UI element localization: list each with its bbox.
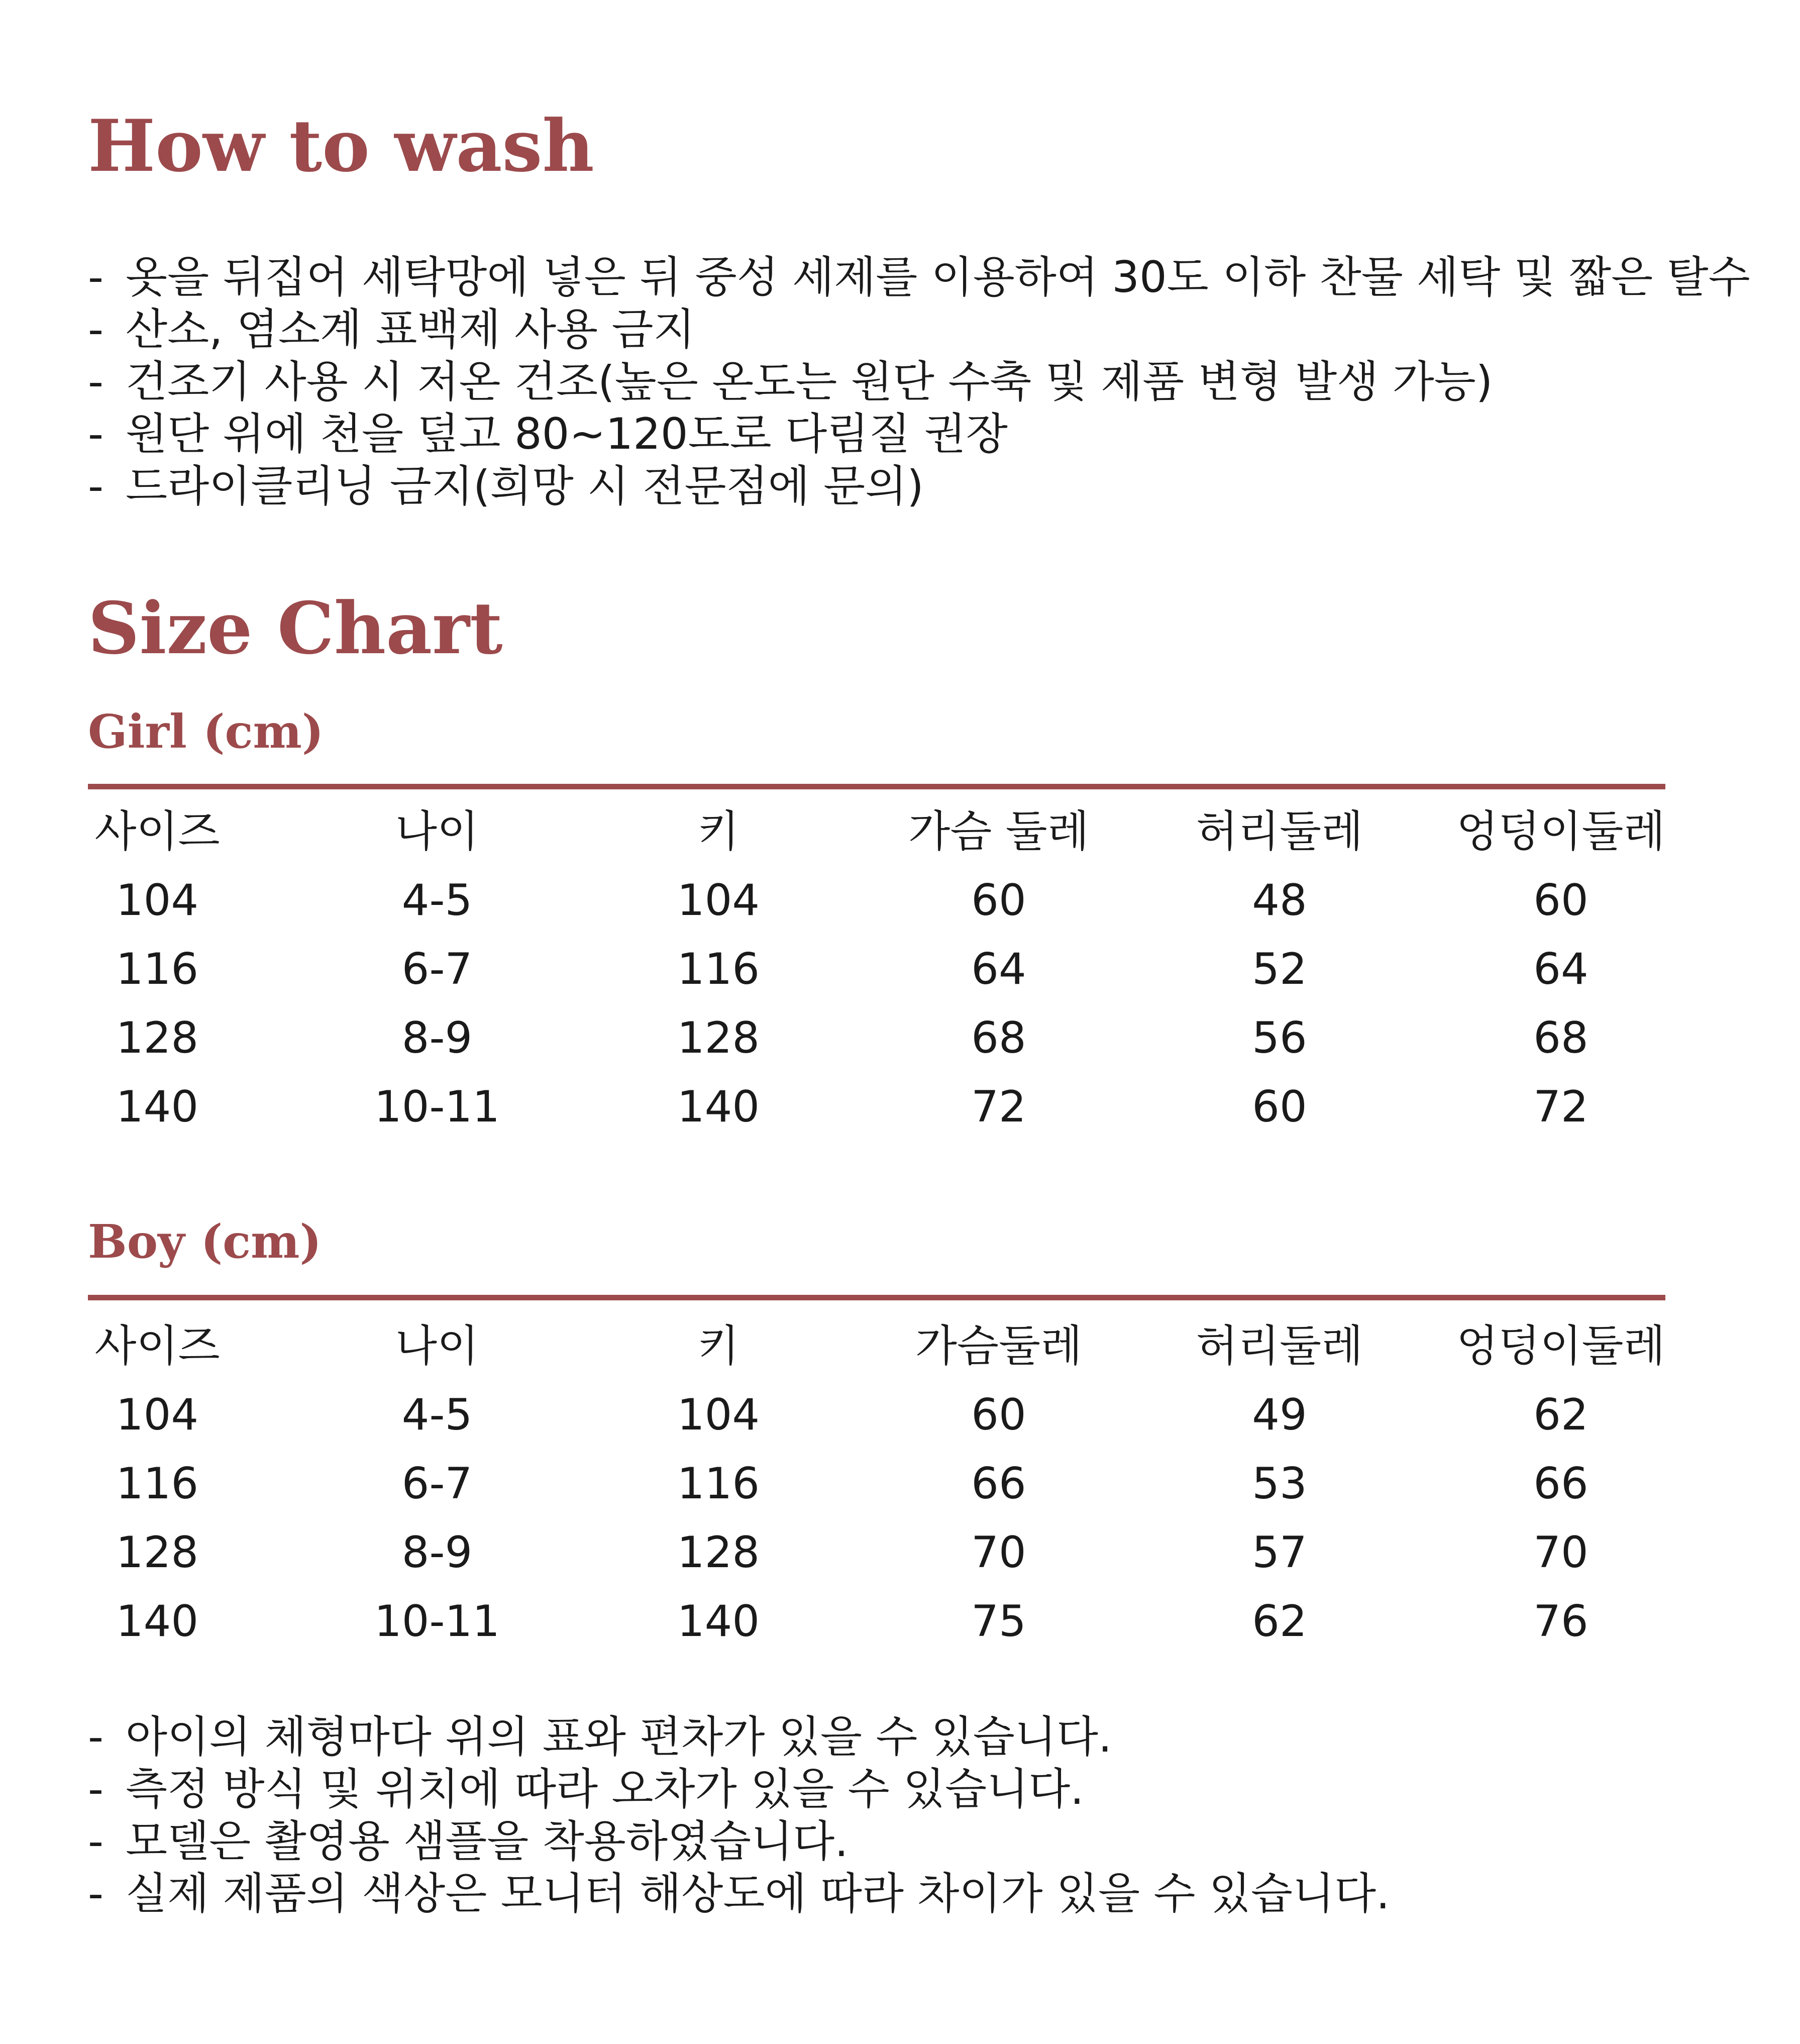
list-item — [88, 1868, 1390, 1920]
header-chest: 가슴 둘레 — [908, 806, 1089, 857]
cell-waist: 49 — [1252, 1390, 1307, 1440]
size-chart-title: Size Chart — [88, 587, 503, 670]
header-size: 사이즈 — [94, 806, 220, 857]
cell-size: 140 — [116, 1082, 199, 1132]
cell-waist: 56 — [1252, 1013, 1307, 1063]
list-item — [88, 303, 1750, 356]
header-age: 나이 — [395, 806, 479, 857]
list-item — [88, 1711, 1390, 1763]
header-waist: 허리둘레 — [1196, 806, 1363, 857]
cell-hip: 66 — [1533, 1459, 1589, 1509]
table-row — [0, 1456, 1800, 1511]
cell-hip: 62 — [1533, 1390, 1589, 1440]
bullet-dash: - — [88, 1712, 104, 1762]
table-row — [0, 1010, 1800, 1066]
header-height: 키 — [697, 806, 739, 857]
cell-chest: 60 — [971, 875, 1026, 926]
cell-size: 140 — [116, 1596, 199, 1647]
disclaimer-text: 아이의 체형마다 위의 표와 편차가 있을 수 있습니다. — [126, 1712, 1112, 1762]
cell-age: 6-7 — [401, 1459, 473, 1509]
cell-size: 116 — [116, 1459, 199, 1509]
list-item — [88, 1815, 1390, 1868]
cell-height: 140 — [677, 1596, 760, 1647]
bullet-dash: - — [88, 304, 104, 355]
cell-size: 116 — [116, 944, 199, 994]
header-waist: 허리둘레 — [1196, 1321, 1363, 1371]
bullet-dash: - — [88, 1869, 104, 1919]
cell-height: 116 — [677, 944, 760, 994]
list-item — [88, 251, 1750, 303]
cell-size: 128 — [116, 1527, 199, 1578]
cell-hip: 68 — [1533, 1013, 1589, 1063]
cell-chest: 64 — [971, 944, 1026, 994]
cell-age: 8-9 — [401, 1527, 473, 1578]
boy-table-title: Boy (cm) — [88, 1214, 322, 1269]
cell-size: 104 — [116, 875, 199, 926]
bullet-dash: - — [88, 409, 104, 459]
header-age: 나이 — [395, 1321, 479, 1371]
cell-waist: 60 — [1252, 1082, 1307, 1132]
wash-instructions-list — [88, 251, 1750, 513]
list-item — [88, 356, 1750, 408]
table-header-row — [0, 1318, 1800, 1374]
cell-size: 128 — [116, 1013, 199, 1063]
cell-age: 6-7 — [401, 944, 473, 994]
disclaimer-text: 측정 방식 및 위치에 따라 오차가 있을 수 있습니다. — [126, 1764, 1084, 1814]
table-row — [0, 873, 1800, 928]
cell-hip: 60 — [1533, 875, 1589, 926]
boy-table-divider — [88, 1295, 1665, 1300]
wash-instruction-text: 옷을 뒤집어 세탁망에 넣은 뒤 중성 세제를 이용하여 30도 이하 찬물 세탁 및 짧은 탈수 — [126, 252, 1750, 302]
cell-waist: 53 — [1252, 1459, 1307, 1509]
bullet-dash: - — [88, 357, 104, 407]
header-hip: 엉덩이둘레 — [1456, 1321, 1665, 1371]
cell-age: 8-9 — [401, 1013, 473, 1063]
table-row — [0, 1079, 1800, 1135]
cell-height: 128 — [677, 1527, 760, 1578]
table-row — [0, 1594, 1800, 1649]
cell-hip: 76 — [1533, 1596, 1589, 1647]
header-chest: 가슴둘레 — [915, 1321, 1083, 1371]
cell-hip: 72 — [1533, 1082, 1589, 1132]
header-hip: 엉덩이둘레 — [1456, 806, 1665, 857]
table-row — [0, 1387, 1800, 1443]
cell-hip: 70 — [1533, 1527, 1589, 1578]
disclaimer-text: 실제 제품의 색상은 모니터 해상도에 따라 차이가 있을 수 있습니다. — [126, 1869, 1390, 1919]
bullet-dash: - — [88, 1764, 104, 1814]
cell-height: 128 — [677, 1013, 760, 1063]
cell-hip: 64 — [1533, 944, 1589, 994]
table-row — [0, 1525, 1800, 1580]
cell-height: 104 — [677, 1390, 760, 1440]
cell-age: 4-5 — [401, 1390, 473, 1440]
cell-chest: 66 — [971, 1459, 1026, 1509]
cell-chest: 68 — [971, 1013, 1026, 1063]
cell-chest: 60 — [971, 1390, 1026, 1440]
cell-waist: 57 — [1252, 1527, 1307, 1578]
bullet-dash: - — [88, 461, 104, 512]
bullet-dash: - — [88, 252, 104, 302]
wash-instruction-text: 드라이클리닝 금지(희망 시 전문점에 문의) — [126, 461, 924, 512]
wash-title: How to wash — [88, 105, 594, 188]
header-height: 키 — [697, 1321, 739, 1371]
bullet-dash: - — [88, 1816, 104, 1867]
cell-chest: 70 — [971, 1527, 1026, 1578]
table-row — [0, 942, 1800, 997]
girl-table-title: Girl (cm) — [88, 704, 324, 759]
girl-table-divider — [88, 784, 1665, 789]
table-header-row — [0, 804, 1800, 859]
cell-height: 116 — [677, 1459, 760, 1509]
cell-height: 104 — [677, 875, 760, 926]
cell-chest: 72 — [971, 1082, 1026, 1132]
cell-age: 10-11 — [374, 1596, 500, 1647]
cell-height: 140 — [677, 1082, 760, 1132]
cell-age: 10-11 — [374, 1082, 500, 1132]
list-item — [88, 408, 1750, 460]
cell-waist: 52 — [1252, 944, 1307, 994]
disclaimer-text: 모델은 촬영용 샘플을 착용하였습니다. — [126, 1816, 849, 1867]
cell-chest: 75 — [971, 1596, 1026, 1647]
wash-instruction-text: 원단 위에 천을 덮고 80~120도로 다림질 권장 — [126, 409, 1008, 459]
cell-waist: 48 — [1252, 875, 1307, 926]
cell-age: 4-5 — [401, 875, 473, 926]
wash-instruction-text: 산소, 염소계 표백제 사용 금지 — [126, 304, 695, 355]
cell-size: 104 — [116, 1390, 199, 1440]
wash-instruction-text: 건조기 사용 시 저온 건조(높은 온도는 원단 수축 및 제품 변형 발생 가능) — [126, 357, 1493, 407]
header-size: 사이즈 — [94, 1321, 220, 1371]
list-item — [88, 1763, 1390, 1815]
cell-waist: 62 — [1252, 1596, 1307, 1647]
list-item — [88, 460, 1750, 513]
disclaimer-list — [88, 1711, 1390, 1920]
